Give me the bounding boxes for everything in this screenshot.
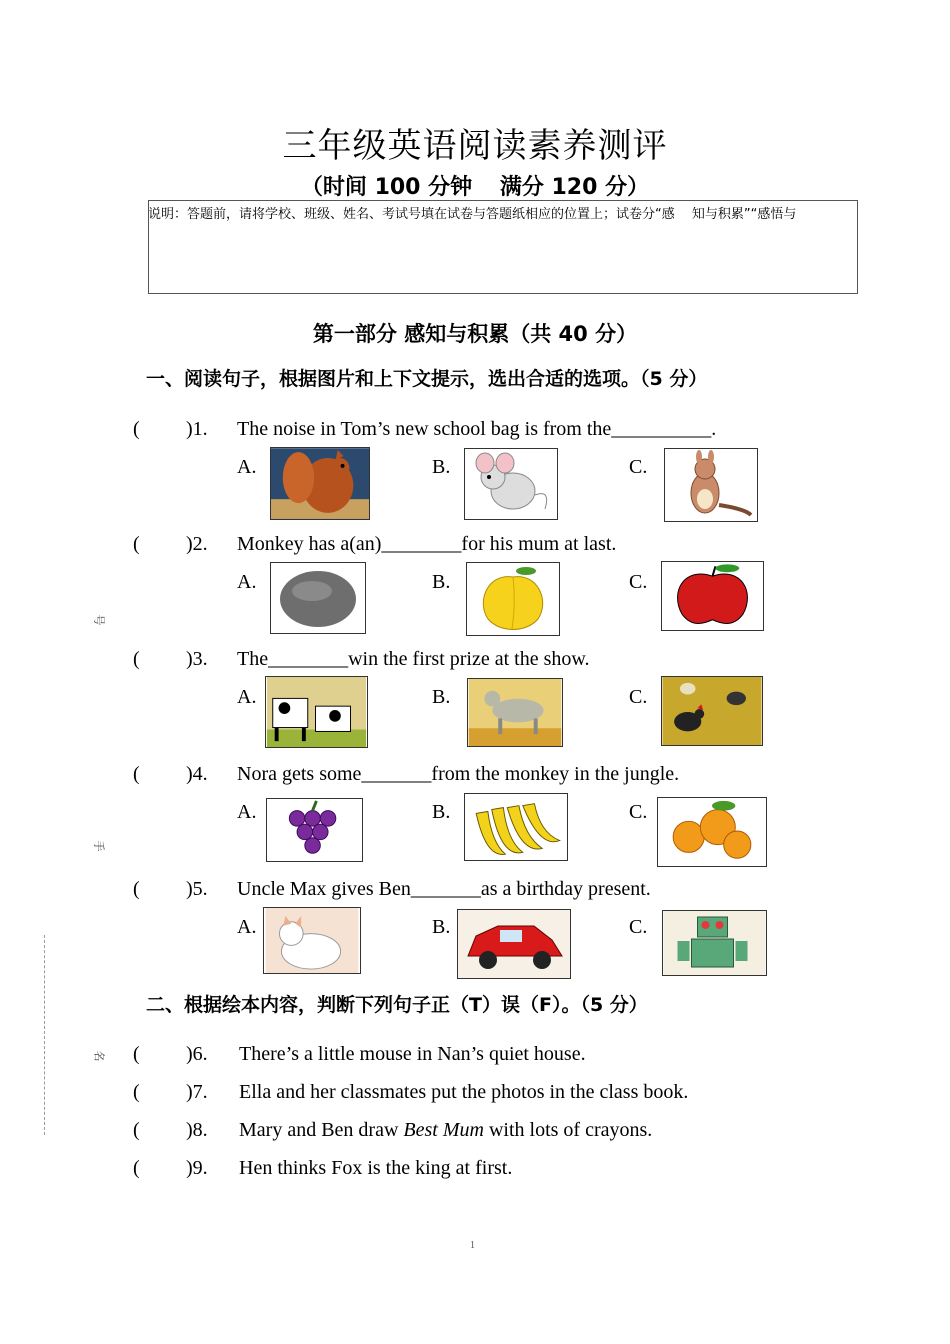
cows-picture[interactable] — [265, 676, 368, 748]
question-text-after: win the first prize at the show. — [348, 648, 590, 670]
question-text — [237, 418, 716, 441]
option-label[interactable]: A. — [237, 571, 257, 593]
question-text-before: Nora gets some — [237, 763, 362, 785]
page-number: 1 — [470, 1240, 475, 1251]
part1-title: 第一部分 感知与积累（共 40 分） — [312, 322, 638, 346]
oranges-picture[interactable] — [657, 797, 767, 867]
question-number: )1. — [186, 418, 208, 440]
question-number: )3. — [186, 648, 208, 670]
mouse-picture[interactable] — [464, 448, 558, 520]
answer-blank[interactable]: ________ — [381, 533, 462, 555]
cat-picture[interactable] — [263, 907, 361, 974]
bananas-picture[interactable] — [464, 793, 568, 861]
option-label[interactable]: C. — [629, 456, 648, 478]
question-number: )6. — [186, 1043, 208, 1065]
question-text-after: as a birthday present. — [480, 878, 651, 900]
answer-paren-open[interactable]: ( — [133, 1119, 140, 1141]
question-text-before: The noise in Tom’s new school bag is from the — [237, 418, 612, 440]
option-label[interactable]: A. — [237, 916, 257, 938]
instructions-text: 说明：答题前，请将学校、班级、姓名、考试号填在试卷与答题纸相应的位置上；试卷分“感 知与积累”“感悟与 — [148, 207, 797, 222]
option-label[interactable]: B. — [432, 686, 451, 708]
option-label[interactable]: B. — [432, 456, 451, 478]
answer-paren-open[interactable]: ( — [133, 1081, 140, 1103]
answer-blank[interactable]: ________ — [268, 648, 349, 670]
question-text-after: . — [711, 418, 717, 440]
option-label[interactable]: A. — [237, 456, 257, 478]
question-number: )4. — [186, 763, 208, 785]
section1-title: 一、阅读句子，根据图片和上下文提示，选出合适的选项。（5 分） — [146, 368, 708, 390]
option-label[interactable]: B. — [432, 571, 451, 593]
margin-mark: 号 — [92, 614, 106, 626]
statement-text-part: Hen thinks Fox is the king at first. — [239, 1157, 513, 1179]
statement-text-part: Ella and her classmates put the photos in the class book. — [239, 1081, 689, 1103]
question-text-after: for his mum at last. — [461, 533, 617, 555]
option-label[interactable]: C. — [629, 801, 648, 823]
answer-paren-open[interactable]: ( — [133, 418, 140, 440]
option-label[interactable]: B. — [432, 801, 451, 823]
question-text — [237, 878, 651, 901]
answer-paren-open[interactable]: ( — [133, 763, 140, 785]
hens-picture[interactable] — [661, 676, 763, 746]
answer-blank[interactable]: _______ — [361, 763, 432, 785]
statement-text-part: There’s a little mouse in Nan’s quiet house. — [239, 1043, 586, 1065]
statement-text-part: with lots of crayons. — [483, 1119, 653, 1141]
answer-paren-open[interactable]: ( — [133, 878, 140, 900]
question-text-before: The — [237, 648, 269, 670]
option-label[interactable]: C. — [629, 686, 648, 708]
apple-picture[interactable] — [661, 561, 764, 631]
stone-picture[interactable] — [270, 562, 366, 634]
exam-subtitle — [0, 170, 950, 201]
question-text — [237, 763, 679, 786]
statement-text-part: Mary and Ben draw — [239, 1119, 404, 1141]
robot-picture[interactable] — [662, 910, 767, 976]
binding-line — [44, 935, 53, 1135]
goats-picture[interactable] — [467, 678, 563, 747]
option-label[interactable]: A. — [237, 686, 257, 708]
answer-paren-open[interactable]: ( — [133, 1157, 140, 1179]
question-number: )9. — [186, 1157, 208, 1179]
answer-paren-open[interactable]: ( — [133, 533, 140, 555]
option-label[interactable]: A. — [237, 801, 257, 823]
statement-text — [239, 1043, 586, 1066]
question-text-before: Uncle Max gives Ben — [237, 878, 411, 900]
question-text — [237, 648, 590, 671]
exam-title: 三年级英语阅读素养测评 — [282, 126, 668, 166]
option-label[interactable]: C. — [629, 571, 648, 593]
grapes-picture[interactable] — [266, 798, 363, 862]
answer-paren-open[interactable]: ( — [133, 1043, 140, 1065]
squirrel-picture[interactable] — [270, 447, 370, 520]
option-label[interactable]: C. — [629, 916, 648, 938]
option-label[interactable]: B. — [432, 916, 451, 938]
question-number: )5. — [186, 878, 208, 900]
answer-paren-open[interactable]: ( — [133, 648, 140, 670]
question-text-before: Monkey has a(an) — [237, 533, 382, 555]
time-limit: （时间 100 分钟 — [300, 175, 473, 200]
statement-text — [239, 1157, 512, 1180]
book-title: Best Mum — [403, 1119, 484, 1141]
question-number: )8. — [186, 1119, 208, 1141]
section2-title: 二、根据绘本内容，判断下列句子正（T）误（F）。（5 分） — [146, 994, 648, 1016]
statement-text — [239, 1119, 652, 1142]
car-picture[interactable] — [457, 909, 571, 979]
question-number: )7. — [186, 1081, 208, 1103]
margin-mark: 手 — [92, 840, 106, 852]
question-text-after: from the monkey in the jungle. — [431, 763, 680, 785]
answer-blank[interactable]: __________ — [611, 418, 712, 440]
margin-mark: 名 — [92, 1050, 106, 1062]
question-number: )2. — [186, 533, 208, 555]
question-text — [237, 533, 616, 556]
answer-blank[interactable]: _______ — [410, 878, 481, 900]
peach-picture[interactable] — [466, 562, 560, 636]
full-score: 满分 120 分） — [499, 175, 650, 200]
statement-text — [239, 1081, 688, 1104]
kangaroo-picture[interactable] — [664, 448, 758, 522]
